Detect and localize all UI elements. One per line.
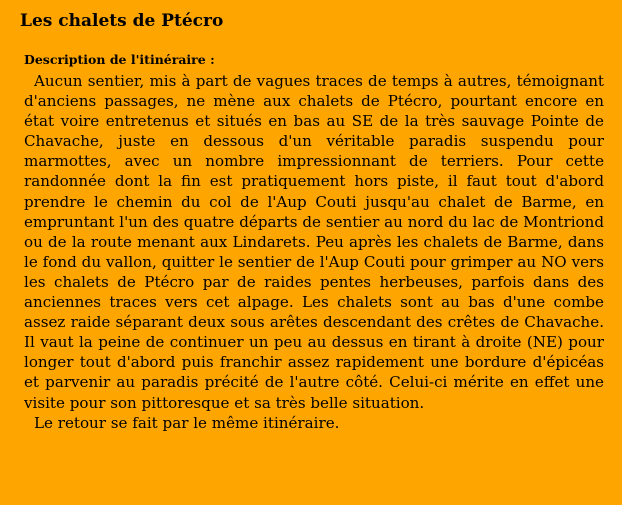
description-paragraph: Aucun sentier, mis à part de vagues traces de temps à autres, témoignant d'anciens passages, ne mène aux chalets de Ptécro, pourtant encore en état voire entretenus et situés en bas au SE de la très sauvage Pointe de Chavache, juste en dessous d'un véritable paradis suspendu pour marmottes, avec un nombre impressionnant de terriers. Pour cette randonnée dont la fin est pratiquement hors piste, il faut tout d'abord prendre le chemin du col de l'Aup Couti jusqu'au chalet de Barme, en empruntant l'un des quatre départs de sentier au nord du lac de Montriond ou de la route menant aux Lindarets. Peu après les chalets de Barme, dans le fond du vallon, quitter le sentier de l'Aup Couti pour grimper au NO vers les chalets de Ptécro par de raides pentes herbeuses, parfois dans des anciennes traces vers cet alpage. Les chalets sont au bas d'une combe assez raide séparant deux sous arêtes descendant des crêtes de Chavache. Il vaut la peine de continuer un peu au dessus en tirant à droite (NE) pour longer tout d'abord puis franchir assez rapidement une bordure d'épicéas et parvenir au paradis précité de l'autre côté. Celui-ci mérite en effet une visite pour son pittoresque et sa très belle situation. <box>24 72 604 412</box>
page-title: Les chalets de Ptécro <box>20 11 224 31</box>
return-paragraph: Le retour se fait par le même itinéraire. <box>34 413 340 432</box>
section-heading: Description de l'itinéraire : <box>24 52 215 67</box>
